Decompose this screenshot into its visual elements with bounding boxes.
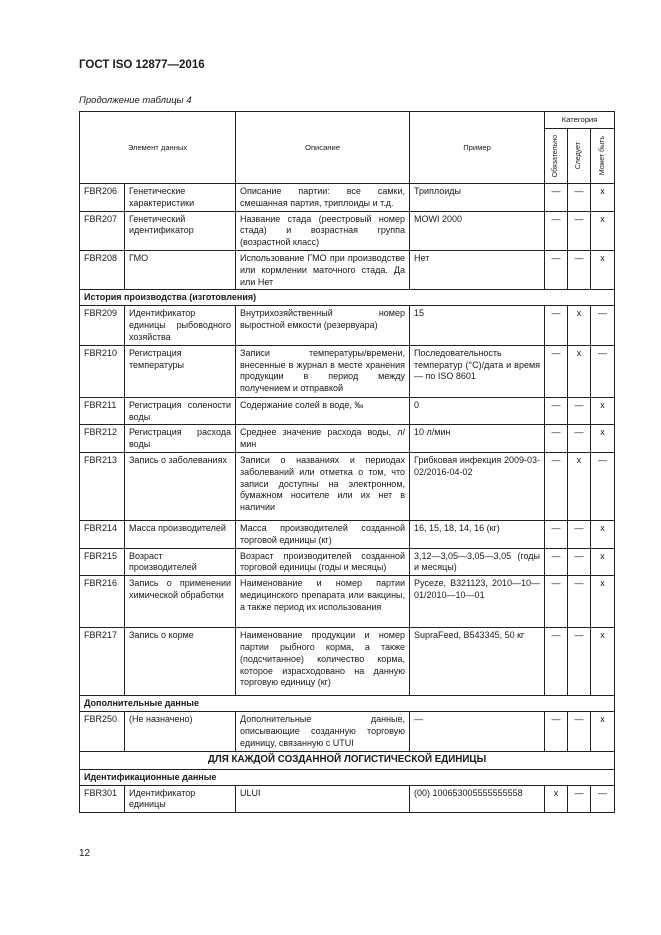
row-should: — [568, 520, 591, 548]
table-row [80, 211, 615, 250]
row-code: FBR207 [80, 211, 125, 250]
row-should: — [568, 576, 591, 628]
row-element-name: Идентификатор единицы [125, 785, 236, 813]
row-example: 0 [410, 397, 545, 425]
row-element-name: Запись о заболеваниях [125, 452, 236, 520]
row-description: Описание партии: все самки, смешанная партия, триплоиды и т.д. [236, 184, 410, 212]
table-row [80, 345, 615, 397]
table-row [80, 184, 615, 212]
row-mandatory: x [545, 785, 568, 813]
row-should: — [568, 712, 591, 751]
table-row [80, 628, 615, 696]
row-may: x [591, 250, 615, 289]
row-example: Грибковая инфекция 2009-03-02/2016-04-02 [410, 452, 545, 520]
table-section-row [80, 696, 615, 712]
table-row [80, 520, 615, 548]
row-may: — [591, 785, 615, 813]
header-should-label: Следует [575, 142, 583, 170]
row-element-name: Возраст производителей [125, 548, 236, 576]
row-should: — [568, 397, 591, 425]
row-description: Наименование продукции и номер партии рыбного корма, а также (подсчитанное) количество корма, которое израсходовано на данную торговую единицу (кг) [236, 628, 410, 696]
row-example: Pyceze, B321123, 2010—10—01/2010—10—01 [410, 576, 545, 628]
row-should: x [568, 452, 591, 520]
header-description: Описание [236, 112, 410, 184]
table-row [80, 306, 615, 345]
row-should: — [568, 785, 591, 813]
row-description: Внутрихозяйственный номер выростной емкости (резервуара) [236, 306, 410, 345]
row-may: x [591, 184, 615, 212]
row-description: Масса производителей созданной торговой единицы (кг) [236, 520, 410, 548]
row-element-name: Идентификатор единицы рыбоводного хозяйства [125, 306, 236, 345]
row-should: x [568, 306, 591, 345]
banner-label: ДЛЯ КАЖДОЙ СОЗДАННОЙ ЛОГИСТИЧЕСКОЙ ЕДИНИЦЫ [80, 751, 615, 769]
row-example: — [410, 712, 545, 751]
row-example: SupraFeed, B543345, 50 кг [410, 628, 545, 696]
row-description: Наименование и номер партии медицинского препарата или вакцины, а также период их использования [236, 576, 410, 628]
row-example: 16, 15, 18, 14, 16 (кг) [410, 520, 545, 548]
row-description: Записи о названиях и периодах заболеваний или отметка о том, что записи доступны на электронном, бумажном носителе или их нет в наличии [236, 452, 410, 520]
row-example: Триплоиды [410, 184, 545, 212]
row-element-name: Масса производителей [125, 520, 236, 548]
row-example: 3,12—3,05—3,05—3,05 (годы и месяцы) [410, 548, 545, 576]
row-may: x [591, 397, 615, 425]
row-mandatory: — [545, 548, 568, 576]
row-code: FBR206 [80, 184, 125, 212]
header-element: Элемент данных [80, 112, 236, 184]
row-mandatory: — [545, 452, 568, 520]
table-row [80, 452, 615, 520]
row-example: (00) 100653005555555558 [410, 785, 545, 813]
header-mandatory-label: Обязательно [552, 134, 560, 178]
row-mandatory: — [545, 306, 568, 345]
row-may: x [591, 520, 615, 548]
row-may: x [591, 712, 615, 751]
row-description: Записи температуры/времени, внесенные в журнал в месте хранения продукции в период между получением и отправкой [236, 345, 410, 397]
header-category: Категория [545, 112, 615, 129]
row-code: FBR215 [80, 548, 125, 576]
row-code: FBR209 [80, 306, 125, 345]
header-example: Пример [410, 112, 545, 184]
header-may [591, 129, 615, 184]
row-code: FBR217 [80, 628, 125, 696]
row-description: Дополнительные данные, описывающие созданную торговую единицу, связанную с UTUI [236, 712, 410, 751]
row-mandatory: — [545, 211, 568, 250]
table-row [80, 425, 615, 453]
row-should: x [568, 345, 591, 397]
row-code: FBR213 [80, 452, 125, 520]
row-mandatory: — [545, 576, 568, 628]
row-code: FBR250 [80, 712, 125, 751]
row-element-name: (Не назначено) [125, 712, 236, 751]
row-mandatory: — [545, 250, 568, 289]
row-description: Использование ГМО при производстве или кормлении маточного стада. Да или Нет [236, 250, 410, 289]
row-may: — [591, 345, 615, 397]
data-table [79, 111, 615, 813]
table-row [80, 785, 615, 813]
row-should: — [568, 250, 591, 289]
row-mandatory: — [545, 397, 568, 425]
row-mandatory: — [545, 425, 568, 453]
row-should: — [568, 184, 591, 212]
header-mandatory [545, 129, 568, 184]
row-may: x [591, 576, 615, 628]
row-may: x [591, 211, 615, 250]
table-section-row [80, 769, 615, 785]
section-label: История производства (изготовления) [80, 290, 615, 306]
row-element-name: Генетические характеристики [125, 184, 236, 212]
row-mandatory: — [545, 184, 568, 212]
row-element-name: Регистрация температуры [125, 345, 236, 397]
row-code: FBR301 [80, 785, 125, 813]
row-element-name: Запись о применении химической обработки [125, 576, 236, 628]
row-mandatory: — [545, 520, 568, 548]
row-element-name: ГМО [125, 250, 236, 289]
row-example: 15 [410, 306, 545, 345]
row-element-name: Регистрация расхода воды [125, 425, 236, 453]
row-description: ULUI [236, 785, 410, 813]
section-label: Дополнительные данные [80, 696, 615, 712]
row-description: Среднее значение расхода воды, л/мин [236, 425, 410, 453]
row-may: — [591, 306, 615, 345]
row-code: FBR208 [80, 250, 125, 289]
row-may: x [591, 425, 615, 453]
row-should: — [568, 425, 591, 453]
row-should: — [568, 628, 591, 696]
row-code: FBR210 [80, 345, 125, 397]
row-mandatory: — [545, 712, 568, 751]
table-caption: Продолжение таблицы 4 [79, 95, 192, 106]
row-example: Последовательность температур (°С)/дата и время — по ISO 8601 [410, 345, 545, 397]
row-mandatory: — [545, 628, 568, 696]
row-should: — [568, 548, 591, 576]
table-row [80, 250, 615, 289]
table-row [80, 397, 615, 425]
table-row [80, 576, 615, 628]
table-body [80, 184, 615, 813]
page-number: 12 [79, 848, 91, 859]
row-element-name: Регистрация солености воды [125, 397, 236, 425]
row-mandatory: — [545, 345, 568, 397]
row-description: Название стада (реестровый номер стада) и возрастная группа (возрастной класс) [236, 211, 410, 250]
document-header: ГОСТ ISO 12877—2016 [79, 59, 205, 71]
row-element-name: Запись о корме [125, 628, 236, 696]
row-code: FBR211 [80, 397, 125, 425]
row-code: FBR212 [80, 425, 125, 453]
row-code: FBR216 [80, 576, 125, 628]
row-description: Возраст производителей созданной торговой единицы (годы и месяцы) [236, 548, 410, 576]
row-example: MOWI 2000 [410, 211, 545, 250]
table-section-row [80, 290, 615, 306]
row-example: 10 л/мин [410, 425, 545, 453]
row-element-name: Генетический идентификатор [125, 211, 236, 250]
row-should: — [568, 211, 591, 250]
row-code: FBR214 [80, 520, 125, 548]
header-should [568, 129, 591, 184]
row-may: — [591, 452, 615, 520]
table-banner-row [80, 751, 615, 769]
row-may: x [591, 628, 615, 696]
section-label: Идентификационные данные [80, 769, 615, 785]
table-row [80, 548, 615, 576]
table-row [80, 712, 615, 751]
row-may: x [591, 548, 615, 576]
header-may-label: Может быть [598, 136, 606, 176]
row-description: Содержание солей в воде, ‰ [236, 397, 410, 425]
row-example: Нет [410, 250, 545, 289]
